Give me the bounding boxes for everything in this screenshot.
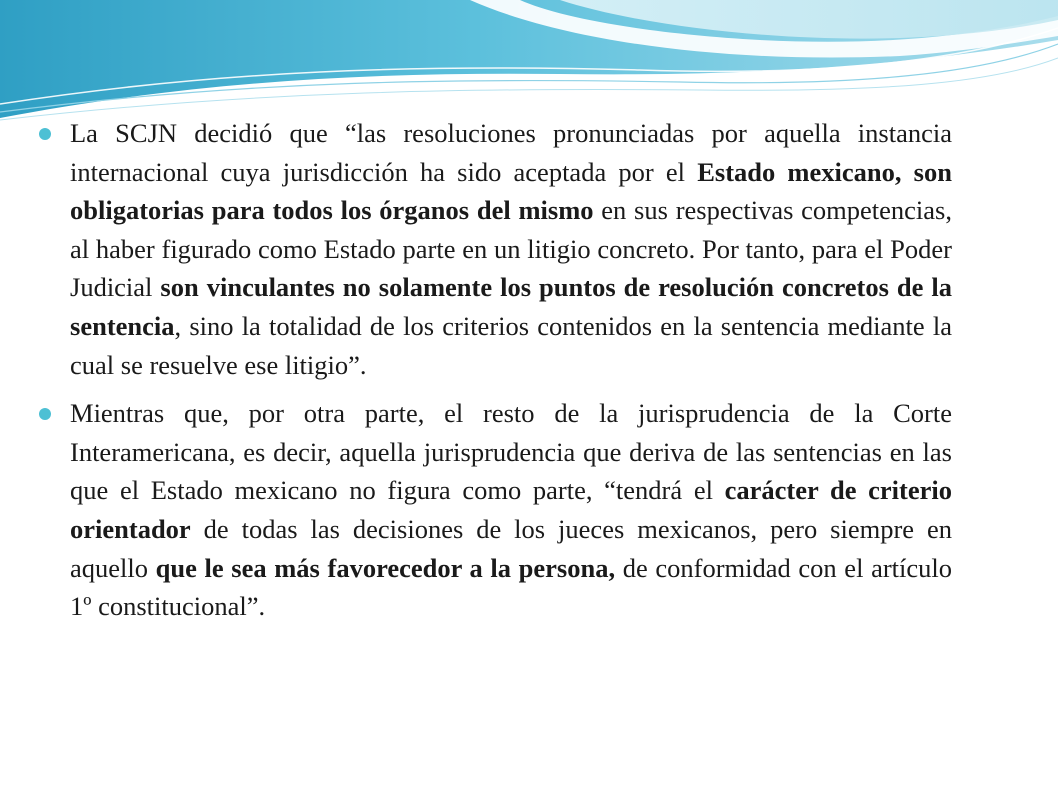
bullet-dot-icon [39,408,51,420]
bullet-item-2 [38,394,952,626]
bold-text-segment: que le sea más favorecedor a la persona, [155,552,616,583]
bullet-dot-icon [39,128,51,140]
bold-text-segment: carácter de criterio orientador [70,475,952,544]
text-segment: en sus respectivas competencias, al haber figurado como Estado parte en un litigio concreto. Por tanto, para el Poder Judicial [70,195,952,303]
bullet-list [38,114,952,636]
header-wave-decoration [0,0,1058,130]
text-segment: Mientras que, por otra parte, el resto de la jurisprudencia de la Corte Interamericana, es decir, aquella jurisprudencia que deriva de las sentencias en las que el Estado mexicano no figura como parte, “tendrá el [70,398,952,506]
bold-text-segment: son vinculantes no solamente los puntos de resolución concretos de la sentencia [70,272,952,341]
text-segment: de conformidad con el artículo 1º constitucional”. [70,552,953,622]
bullet-item-1 [38,114,952,384]
text-segment: , sino la totalidad de los criterios contenidos en la sentencia mediante la cual se resuelve ese litigio”. [70,310,952,380]
text-segment: de todas las decisiones de los jueces mexicanos, pero siempre en aquello [70,513,952,583]
text-segment: La SCJN decidió que “las resoluciones pronunciadas por aquella instancia internacional cuya jurisdicción ha sido aceptada por el [70,118,952,187]
bold-text-segment: Estado mexicano, son obligatorias para todos los órganos del mismo [70,156,952,226]
